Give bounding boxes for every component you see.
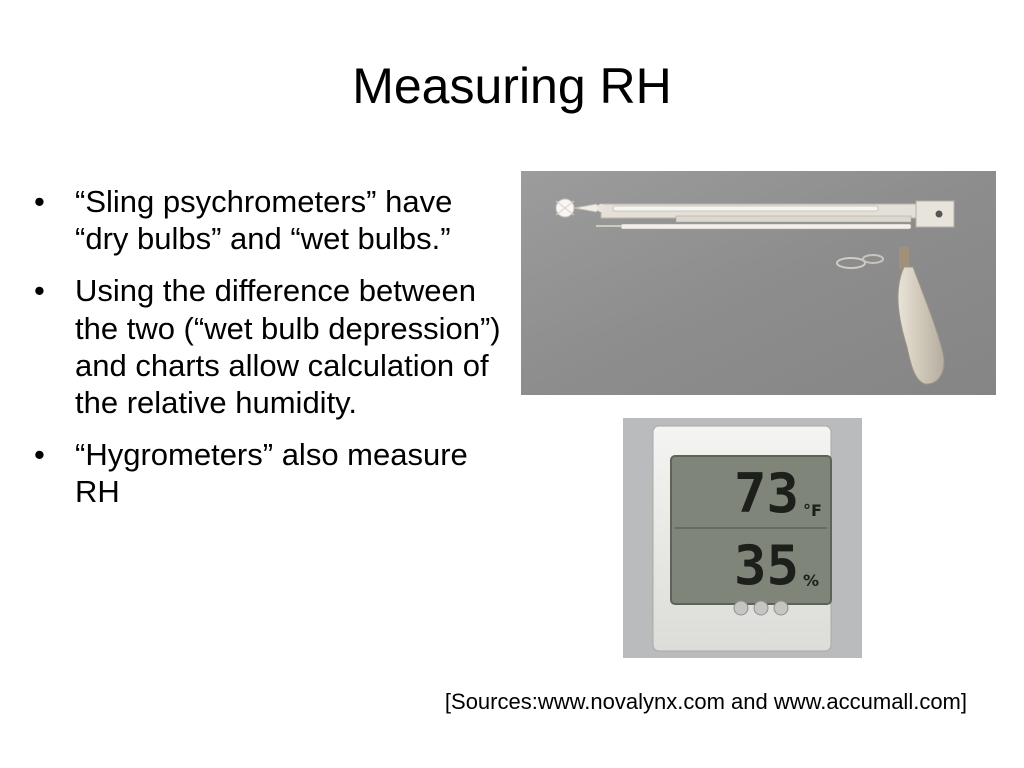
sources-citation: [Sources:www.novalynx.com and www.accumall.com] (444, 689, 967, 714)
bullet-item (34, 183, 504, 257)
bullet-list (34, 183, 504, 526)
bullet-marker: • (34, 437, 45, 473)
digital-hygrometer-photo (623, 418, 862, 658)
device-button-center (754, 601, 768, 615)
device-button-right (774, 601, 788, 615)
bullet-item (34, 436, 504, 510)
device-button-left (734, 601, 748, 615)
humidity-unit: % (803, 571, 820, 590)
slide-title: Measuring RH (352, 58, 672, 114)
bullet-marker: • (34, 273, 45, 309)
sling-psychrometer-photo (521, 171, 996, 395)
bullet-marker: • (34, 184, 45, 219)
bullet-text: “Hygrometers” also measure RH (75, 437, 468, 510)
temperature-reading: 73 (733, 462, 799, 525)
temperature-unit: °F (803, 501, 822, 520)
bullet-text: “Sling psychrometers” have “dry bulbs” and “wet bulbs.” (75, 184, 453, 257)
humidity-reading: 35 (733, 534, 799, 597)
bullet-text: Using the difference between the two (“wet bulb depression”) and charts allow calculation of the relative humidity. (75, 273, 501, 420)
bullet-item (34, 272, 504, 421)
